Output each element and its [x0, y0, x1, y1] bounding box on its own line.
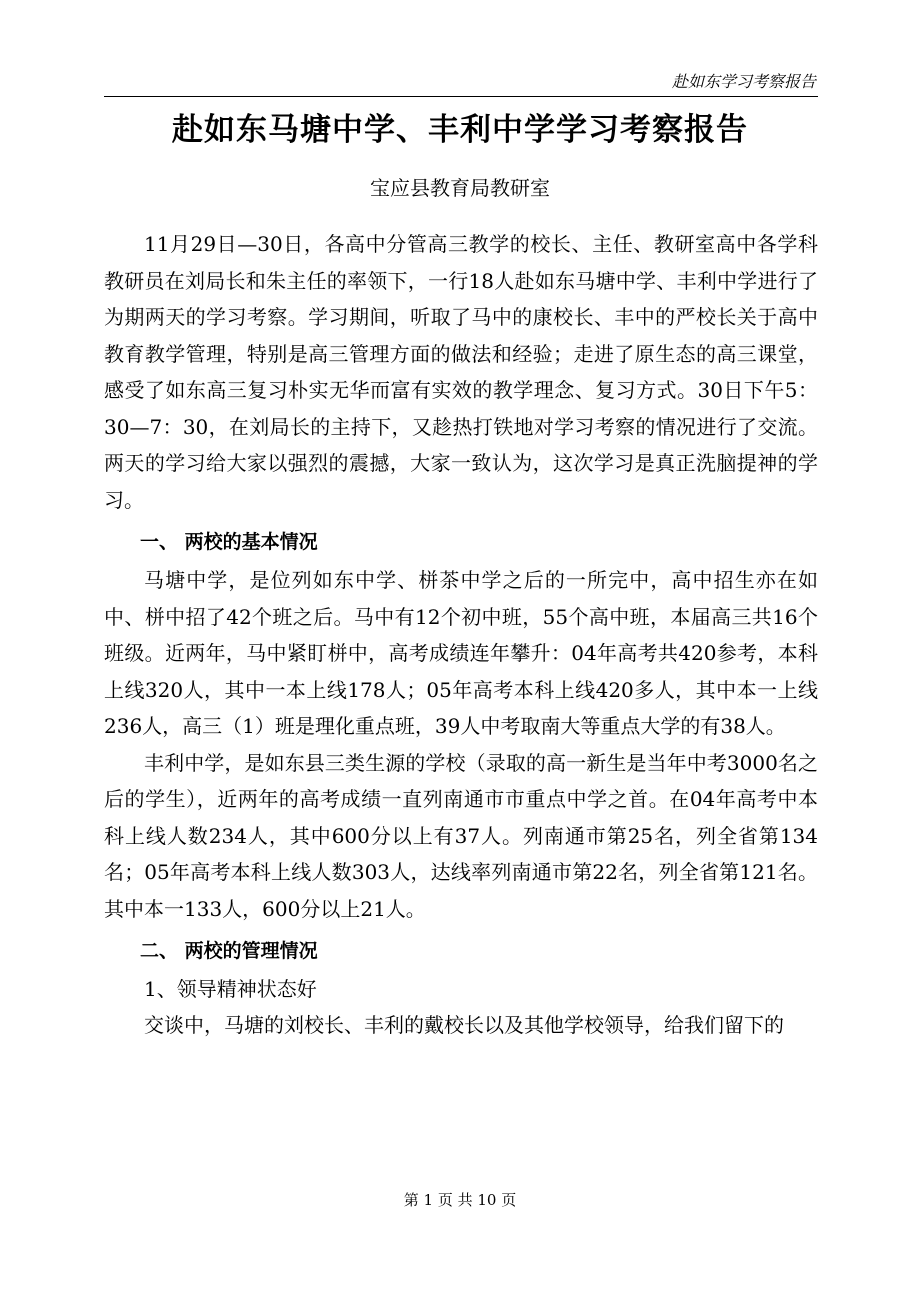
intro-paragraph: 11月29日—30日，各高中分管高三教学的校长、主任、教研室高中各学科教研员在刘局长和朱主任的率领下，一行18人赴如东马塘中学、丰利中学进行了为期两天的学习考察。学习期间，听取了马中的康校长、丰中的严校长关于高中教育教学管理，特别是高三管理方面的做法和经验；走进了原生态的高三课堂，感受了如东高三复习朴实无华而富有实效的教学理念、复习方式。30日下午5：30—7：30，在刘局长的主持下，又趁热打铁地对学习考察的情况进行了交流。两天的学习给大家以强烈的震撼，大家一致认为，这次学习是真正洗脑提神的学习。	[104, 232, 818, 512]
subsection-heading: 1、领导精神状态好	[144, 977, 317, 1001]
document-body	[104, 226, 818, 1044]
fengli-paragraph: 丰利中学，是如东县三类生源的学校（录取的高一新生是当年中考3000名之后的学生），近两年的高考成绩一直列南通市市重点中学之首。在04年高考中本科上线人数234人，其中600分以上有37人。列南通市第25名，列全省第134名；05年高考本科上线人数303人，达线率列南通市第22名，列全省第121名。其中本一133人，600分以上21人。	[104, 750, 818, 921]
matang-paragraph: 马塘中学，是位列如东中学、栟茶中学之后的一所完中，高中招生亦在如中、栟中招了42个班之后。马中有12个初中班，55个高中班，本届高三共16个班级。近两年，马中紧盯栟中，高考成绩连年攀升：04年高考共420参考，本科上线320人，其中一本上线178人；05年高考本科上线420多人，其中本一上线236人，高三（1）班是理化重点班，39人中考取南大等重点大学的有38人。	[104, 568, 818, 738]
document-title: 赴如东马塘中学、丰利中学学习考察报告	[172, 112, 748, 148]
page-number-footer: 第 1 页 共 10 页	[403, 1191, 517, 1209]
section-heading-management: 二、 两校的管理情况	[140, 940, 318, 962]
management-paragraph: 交谈中，马塘的刘校长、丰利的戴校长以及其他学校领导，给我们留下的	[144, 1013, 784, 1037]
running-header: 赴如东学习考察报告	[671, 72, 816, 91]
section-heading-basic-info: 一、 两校的基本情况	[140, 531, 318, 553]
header-divider	[104, 96, 818, 97]
document-author: 宝应县教育局教研室	[370, 176, 550, 200]
